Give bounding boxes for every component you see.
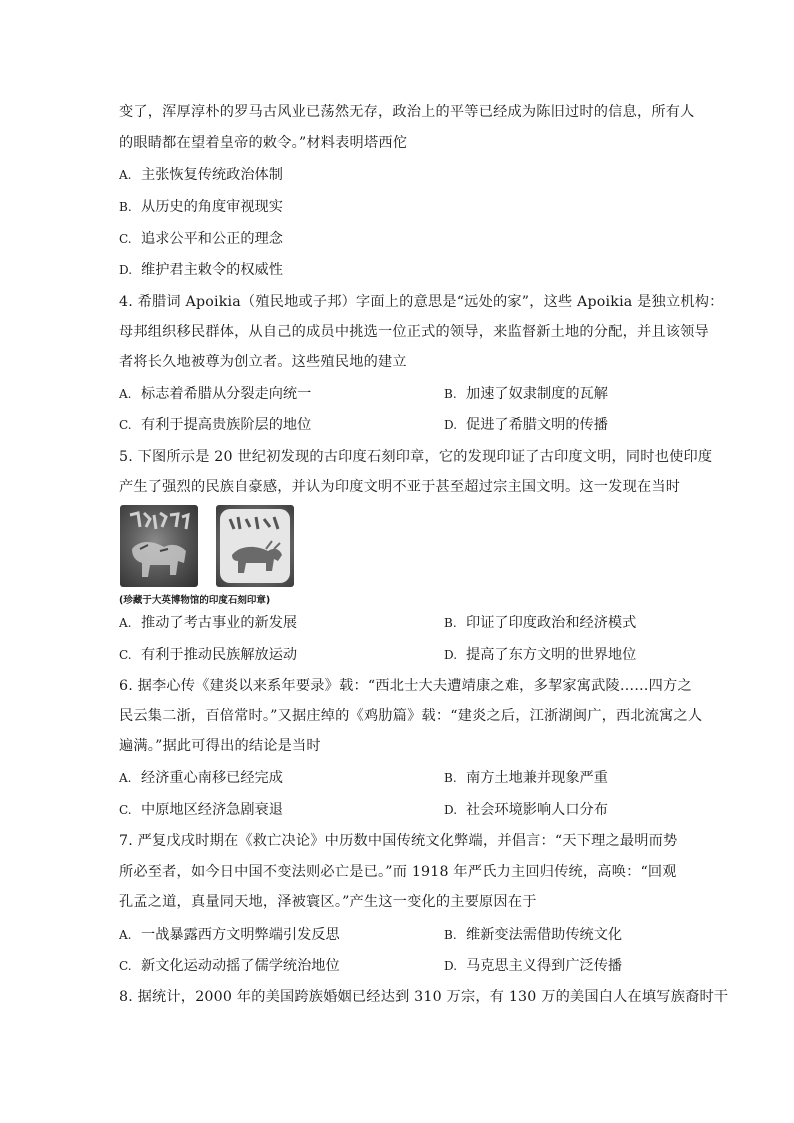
q6-stem-line-2: 民云集二浙，百倍常时。”又据庄绰的《鸡肋篇》载：“建炎之后，江浙湖闽广，西北流寓之人 — [119, 708, 703, 724]
option-text: 加速了奴隶制度的瓦解 — [466, 386, 608, 402]
option-label: B. — [119, 200, 132, 214]
option-label: C. — [119, 232, 132, 246]
q3-option-b[interactable] — [119, 197, 283, 217]
option-text: 维护君主敕令的权威性 — [141, 262, 283, 278]
option-label: A. — [119, 928, 132, 942]
q7-option-b[interactable] — [444, 925, 622, 945]
option-label: B. — [444, 616, 457, 630]
intro-line-2: 的眼睛都在望着皇帝的敕令。”材料表明塔西佗 — [119, 135, 408, 151]
option-label: A. — [119, 387, 132, 401]
q7-stem-line-1: 7. 严复戊戌时期在《救亡决论》中历数中国传统文化弊端，并倡言：“天下理之最明而势 — [119, 833, 678, 849]
option-text: 有利于提高贵族阶层的地位 — [141, 417, 312, 433]
option-label: C. — [119, 803, 132, 817]
option-text: 经济重心南移已经完成 — [141, 770, 283, 786]
q5-option-b[interactable] — [444, 613, 636, 633]
option-text: 马克思主义得到广泛传播 — [466, 958, 623, 974]
option-text: 追求公平和公正的理念 — [141, 231, 283, 247]
option-label: D. — [444, 803, 458, 817]
q5-option-a[interactable] — [119, 613, 297, 633]
option-label: C. — [119, 418, 132, 432]
q4-option-b[interactable] — [444, 384, 608, 404]
intro-line-1: 变了，浑厚淳朴的罗马古风业已荡然无存，政治上的平等已经成为陈旧过时的信息，所有人 — [119, 104, 695, 120]
q5-option-c[interactable] — [119, 645, 297, 665]
option-label: D. — [119, 263, 133, 277]
q7-stem-line-2: 所必至者，如今日中国不变法则必亡是已。”而 1918 年严氏力主回归传统，高唤：“回观 — [119, 864, 677, 880]
option-text: 印证了印度政治和经济模式 — [466, 615, 637, 631]
option-text: 维新变法需借助传统文化 — [466, 927, 623, 943]
q3-option-a[interactable] — [119, 165, 283, 185]
option-label: B. — [444, 387, 457, 401]
q7-option-c[interactable] — [119, 956, 340, 976]
q7-option-a[interactable] — [119, 925, 340, 945]
seal-image-2 — [216, 505, 294, 587]
q3-option-c[interactable] — [119, 229, 283, 249]
q8-stem-line-1: 8. 据统计，2000 年的美国跨族婚姻已经达到 310 万宗，有 130 万的美国白人在填写族裔时干 — [119, 989, 729, 1005]
q4-stem-line-2: 母邦组织移民群体，从自己的成员中挑选一位正式的领导，来监督新土地的分配，并且该领导 — [119, 324, 709, 340]
option-label: C. — [119, 959, 132, 973]
option-text: 新文化运动动摇了儒学统治地位 — [141, 958, 340, 974]
option-text: 有利于推动民族解放运动 — [141, 647, 298, 663]
option-label: B. — [444, 928, 457, 942]
option-text: 从历史的角度审视现实 — [141, 199, 283, 215]
q6-stem-line-3: 遍满。”据此可得出的结论是当时 — [119, 738, 321, 754]
option-text: 促进了希腊文明的传播 — [466, 417, 608, 433]
q6-option-d[interactable] — [444, 800, 608, 820]
q5-stem-line-1: 5. 下图所示是 20 世纪初发现的古印度石刻印章，它的发现印证了古印度文明，同时也使印度 — [119, 449, 713, 465]
q3-option-d[interactable] — [119, 260, 283, 280]
option-label: A. — [119, 616, 132, 630]
option-text: 提高了东方文明的世界地位 — [466, 647, 637, 663]
option-text: 一战暴露西方文明弊端引发反思 — [141, 927, 340, 943]
q4-stem-line-1: 4. 希腊词 Apoikia（殖民地或子邦）字面上的意思是“远处的家”，这些 Apoikia 是独立机构： — [119, 294, 724, 310]
option-label: B. — [444, 771, 457, 785]
option-text: 社会环境影响人口分布 — [466, 802, 608, 818]
q6-option-b[interactable] — [444, 768, 608, 788]
option-label: A. — [119, 771, 132, 785]
option-text: 推动了考古事业的新发展 — [141, 615, 298, 631]
option-label: A. — [119, 168, 132, 182]
q4-option-c[interactable] — [119, 415, 311, 435]
q7-stem-line-3: 孔孟之道，真量同天地，泽被寰区。”产生这一变化的主要原因在于 — [119, 894, 537, 910]
q5-stem-line-2: 产生了强烈的民族自豪感，并认为印度文明不亚于甚至超过宗主国文明。这一发现在当时 — [119, 479, 681, 495]
q7-option-d[interactable] — [444, 956, 622, 976]
option-label: C. — [119, 648, 132, 662]
option-text: 主张恢复传统政治体制 — [141, 167, 283, 183]
q6-option-c[interactable] — [119, 800, 283, 820]
q6-stem-line-1: 6. 据李心传《建炎以来系年要录》载：“西北士大夫遭靖康之难，多挈家寓武陵……四方之 — [119, 678, 692, 694]
option-label: D. — [444, 959, 458, 973]
q5-option-d[interactable] — [444, 645, 636, 665]
option-label: D. — [444, 648, 458, 662]
q4-option-a[interactable] — [119, 384, 311, 404]
option-text: 标志着希腊从分裂走向统一 — [141, 386, 312, 402]
option-label: D. — [444, 418, 458, 432]
q4-stem-line-3: 者将长久地被尊为创立者。这些殖民地的建立 — [119, 354, 407, 370]
q4-option-d[interactable] — [444, 415, 608, 435]
q6-option-a[interactable] — [119, 768, 283, 788]
option-text: 中原地区经济急剧衰退 — [141, 802, 283, 818]
seal-caption: (珍藏于大英博物馆的印度石刻印章) — [119, 595, 271, 606]
seal-image-1 — [120, 505, 198, 587]
option-text: 南方土地兼并现象严重 — [466, 770, 608, 786]
